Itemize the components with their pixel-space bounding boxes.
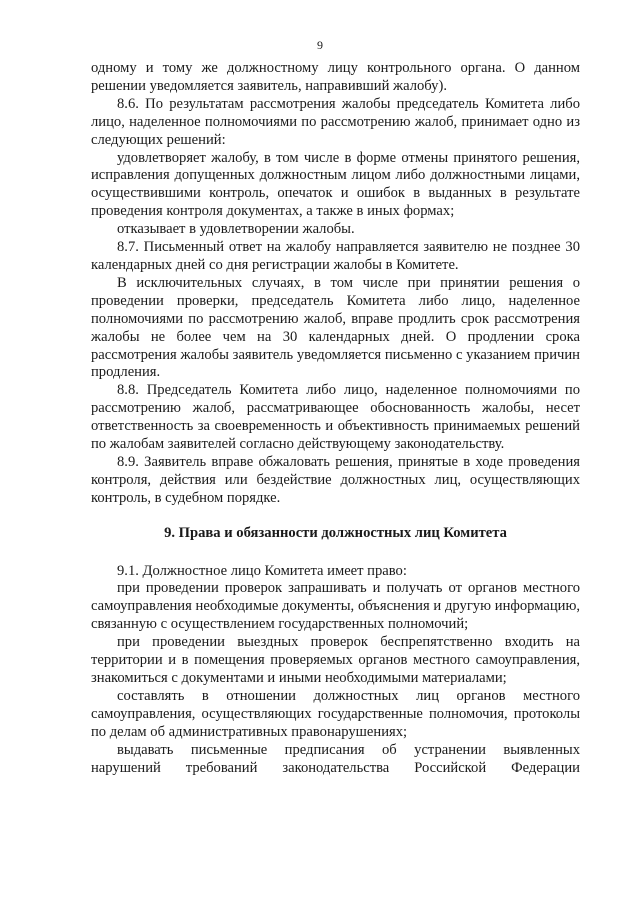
paragraph-decision-refuse: отказывает в удовлетворении жалобы. (117, 221, 355, 238)
section-heading: 9. Права и обязанности должностных лиц Комитета (164, 524, 507, 541)
paragraph-9-1: 9.1. Должностное лицо Комитета имеет право: (117, 562, 407, 579)
paragraph-decision-satisfy: удовлетворяет жалобу, в том числе в форме отмены принятого решения, исправления допущенных должностным лицом либо должностными лицами, осуществившими контроль, опечаток и ошибок в выданных в результате проведения контроля документах, а также в иных формах; (91, 149, 580, 220)
paragraph-8-9: 8.9. Заявитель вправе обжаловать решения, принятые в ходе проведения контроля, действия или бездействие должностных лиц, осуществляющих контроль, в судебном порядке. (91, 453, 580, 506)
paragraph-extension: В исключительных случаях, в том числе при принятии решения о проведении проверки, председатель Комитета либо лицо, наделенное полномочиями по рассмотрению жалоб, вправе продлить срок рассмотрения жалобы не более чем на 30 календарных дней. О продлении срока рассмотрения жалобы заявитель уведомляется письменно с указанием причин продления. (91, 274, 580, 381)
paragraph-right-protocols: составлять в отношении должностных лиц органов местного самоуправления, осуществляющих государственные полномочия, протоколы по делам об административных правонарушениях; (91, 687, 580, 740)
paragraph-continuation: одному и тому же должностному лицу контрольного органа. О данном решении уведомляется заявитель, направивший жалобу). (91, 60, 580, 94)
paragraph-8-6: 8.6. По результатам рассмотрения жалобы председатель Комитета либо лицо, наделенное полномочиями по рассмотрению жалоб, принимает одно из следующих решений: (91, 95, 580, 148)
paragraph-8-8: 8.8. Председатель Комитета либо лицо, наделенное полномочиями по рассмотрению жалоб, рассматривающее обоснованность жалобы, несет ответственность за своевременность и объективность принимаемых решений по жалобам заявителей согласно действующему законодательству. (91, 382, 580, 453)
page-number: 9 (317, 38, 323, 52)
paragraph-right-request: при проведении проверок запрашивать и получать от органов местного самоуправления необходимые документы, объяснения и другую информацию, связанную с осуществлением государственных полномочий; (91, 580, 580, 633)
paragraph-right-access: при проведении выездных проверок беспрепятственно входить на территории и в помещения проверяемых органов местного самоуправления, знакомиться с документами и иными необходимыми материалами; (91, 634, 580, 686)
document-body (91, 60, 580, 777)
paragraph-8-7: 8.7. Письменный ответ на жалобу направляется заявителю не позднее 30 календарных дней со дня регистрации жалобы в Комитете. (91, 239, 580, 273)
paragraph-right-orders: выдавать письменные предписания об устранении выявленных нарушений требований законодательства Российской Федерации (91, 741, 580, 776)
